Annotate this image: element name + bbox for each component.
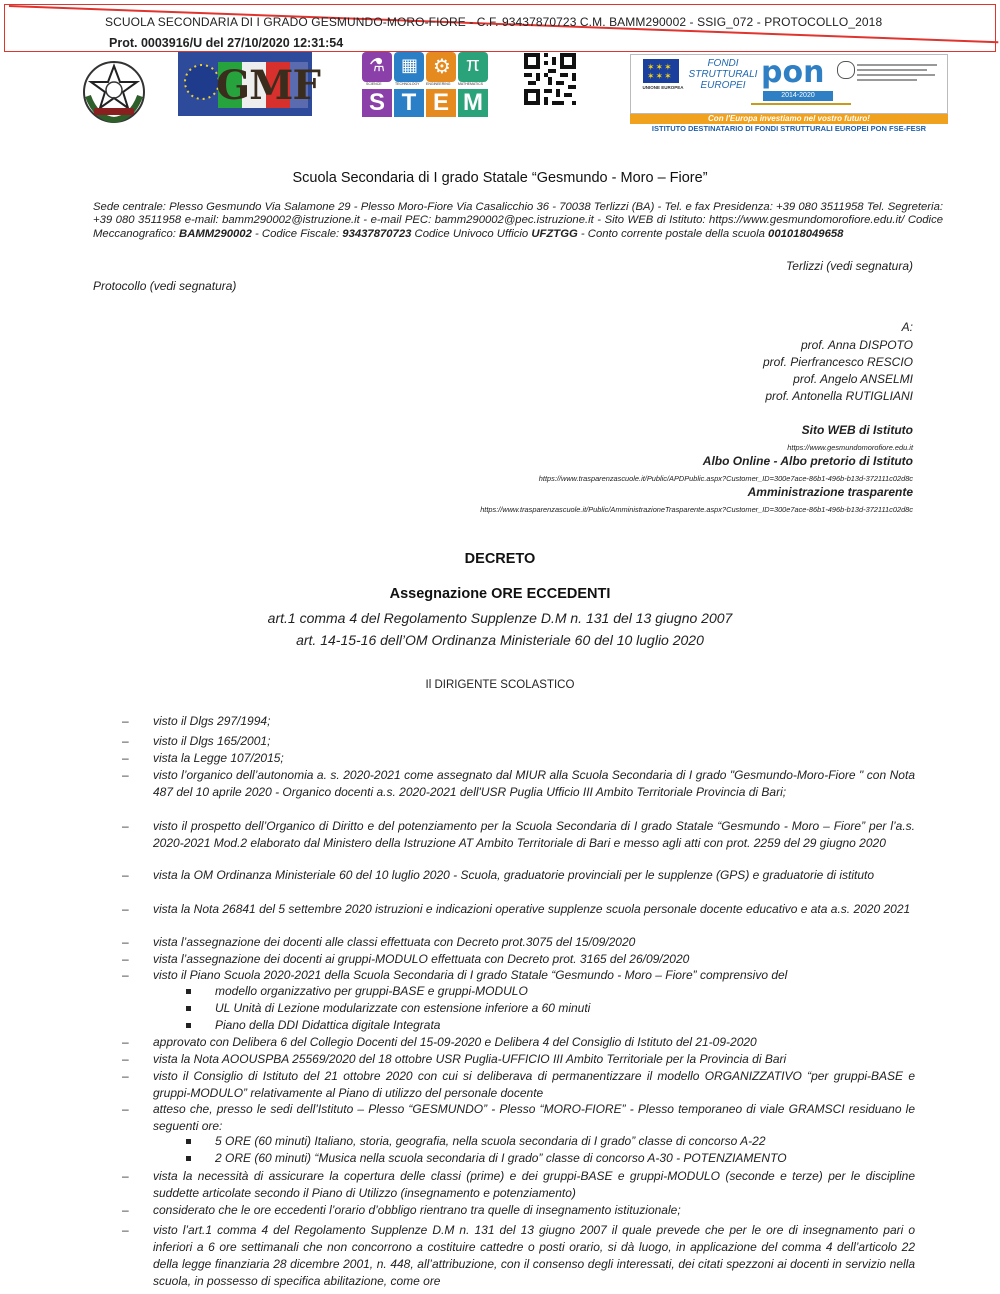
stamp-protocol-number: Prot. 0003916/U del 27/10/2020 12:31:54 [109, 36, 344, 50]
eu-caption: UNIONE EUROPEA [642, 85, 684, 90]
distribution-label-sito-web: Sito WEB di Istituto [801, 423, 913, 437]
bullet-marker [186, 1023, 191, 1028]
conto-corrente: 001018049658 [768, 227, 844, 240]
dash-marker: – [122, 935, 129, 949]
clause: visto l’art.1 comma 4 del Regolamento Supplenze D.M n. 131 del 13 giugno 2007 il quale prevede che per le ore di insegnamento pari o inferiori a 6 ore settimanali che non concorrono a costituire cattedre o posti orario, si dà luogo, in applicazione del comma 4 dell’articolo 22 della legge finanziaria 28 dicembre 2001, n. 448, all’attribuzione, con il consenso degli interessati, dei citati spezzoni ai docenti in servizio nella scuola, in possesso di specifica abilitazione, come ore [153, 1223, 915, 1288]
piano-item: Piano della DDI Didattica digitale Integrata [215, 1018, 441, 1032]
decree-title: DECRETO [464, 551, 536, 567]
school-contacts [93, 201, 943, 241]
bullet-marker [186, 1156, 191, 1161]
dash-marker: – [122, 952, 129, 966]
stem-sub-mathematics: MATHEMATICS [458, 82, 483, 86]
stem-letter-m: M [458, 89, 488, 117]
distribution-label-amministrazione: Amministrazione trasparente [747, 485, 913, 499]
clause: visto il Piano Scuola 2020-2021 della Scuola Secondaria di I grado Statale “Gesmundo - Moro – Fiore” comprensivo del [153, 968, 788, 982]
gmf-logo-text: GMF [216, 62, 320, 109]
dash-marker: – [122, 714, 129, 728]
codice-fiscale: 93437870723 [342, 227, 412, 240]
dash-marker: – [122, 1223, 129, 1237]
clause: visto il Dlgs 165/2001; [153, 734, 271, 748]
chip-icon: ▦ [394, 52, 424, 82]
bullet-marker [186, 989, 191, 994]
decree-subject: Assegnazione ORE ECCEDENTI [389, 586, 611, 602]
contacts-text-3: Codice Univoco Ufficio [411, 227, 532, 240]
dash-marker: – [122, 1052, 129, 1066]
logo-strip [0, 50, 1000, 135]
stem-sub-technology: TECHNOLOGY [395, 82, 420, 86]
stem-sub-science: SCIENCE [366, 82, 382, 86]
clause: atteso che, presso le sedi dell’Istituto – Plesso “GESMUNDO” - Plesso “MORO-FIORE” - Plesso temporaneo di viale GRAMSCI residuano le seguenti ore: [153, 1102, 915, 1133]
dash-marker: – [122, 1169, 129, 1183]
piano-item: modello organizzativo per gruppi-BASE e gruppi-MODULO [215, 984, 528, 998]
stem-sub-engineering: ENGINEERING [426, 82, 451, 86]
pon-slogan: Con l'Europa investiamo nel vostro futuro! [630, 114, 948, 124]
dash-marker: – [122, 751, 129, 765]
contacts-text-4: - Conto corrente postale della scuola [577, 227, 769, 240]
pon-fondi: FONDI [707, 58, 739, 69]
dash-marker: – [122, 1069, 129, 1083]
clause: vista la Legge 107/2015; [153, 751, 284, 765]
decree-reference-1: art.1 comma 4 del Regolamento Supplenze D.M n. 131 del 13 giugno 2007 [267, 610, 733, 626]
codice-meccanografico: BAMM290002 [179, 227, 252, 240]
eu-flag-icon: ✶✶✶ ✶✶✶ [643, 59, 679, 83]
recipient-name: prof. Pierfrancesco RESCIO [762, 355, 913, 369]
recipient-name: prof. Angelo ANSELMI [793, 372, 913, 386]
decree-reference-2: art. 14-15-16 dell’OM Ordinanza Ministeriale 60 del 10 luglio 2020 [296, 632, 704, 648]
clause: visto il Dlgs 297/1994; [153, 714, 271, 728]
clause: visto il prospetto dell’Organico di Diritto e del potenziamento per la Scuola Secondaria di I grado Statale “Gesmundo - Moro – Fiore” per l’a.s. 2020-2021 Mod.2 elaborato dal Ministero della Istruzione AT Ambito Territoriale di Bari e messo agli atti con prot. 2259 del 29 giugno 2020 [153, 819, 915, 850]
pon-logo-text [761, 55, 824, 90]
fondi-strutturali-text [687, 58, 759, 91]
stem-letter-s: S [362, 89, 392, 117]
dash-marker: – [122, 819, 129, 833]
clause: visto l’organico dell’autonomia a. s. 2020-2021 come assegnato dal MIUR alla Scuola Secondaria di I grado "Gesmundo-Moro-Fiore " con Nota 487 del 10 aprile 2020 - Organico docenti a.s. 2020-2021 dell'USR Puglia Ufficio III Ambito Territoriale Provincia di Bari; [153, 768, 915, 799]
pon-banner-top [630, 54, 948, 114]
pon-europei: EUROPEI [700, 80, 746, 91]
ministry-text-block [857, 61, 943, 91]
protocol-stamp [4, 4, 996, 52]
dash-marker: – [122, 1203, 129, 1217]
gmf-logo [178, 52, 320, 116]
dash-marker: – [122, 902, 129, 916]
clause: considerato che le ore eccedenti l’orario d’obbligo rientrano tra quelle di insegnamento istituzionale; [153, 1203, 681, 1217]
italian-republic-emblem-logo [80, 58, 148, 126]
distribution-url-albo[interactable]: https://www.trasparenzascuole.it/Public/APDPublic.aspx?Customer_ID=300e7ace-86b1-496b-b13d-372111c02d8c [538, 474, 913, 483]
school-title: Scuola Secondaria di I grado Statale “Gesmundo - Moro – Fiore” [292, 170, 708, 186]
clause: vista la Nota AOOUSPBA 25569/2020 del 18 ottobre USR Puglia-UFFICIO III Ambito Territoriale per la Provincia di Bari [153, 1052, 787, 1066]
codice-univoco: UFZTGG [531, 227, 578, 240]
contacts-text-1: Sede centrale: Plesso Gesmundo Via Salamone 29 - Plesso Moro-Fiore Via Casalicchio 36 - 70038 Terlizzi (BA) - Tel. e fax Presidenza: +39 080 3511958 Tel. Segreteria: +39 080 3511958 e-mail: bamm290002@istruzione.it - e-mail PEC: bamm290002@pec.istruzione.it - Sito WEB di Istituto: https://www.gesmundomorofiore.edu.it/ Codice Meccanografico: [93, 201, 943, 240]
ore-item: 5 ORE (60 minuti) Italiano, storia, geografia, nella scuola secondaria di I grado” classe di concorso A-22 [215, 1134, 766, 1148]
bullet-marker [186, 1006, 191, 1011]
place-line: Terlizzi (vedi segnatura) [786, 259, 913, 273]
contacts-text-2: - Codice Fiscale: [251, 227, 343, 240]
pon-name: pon [761, 55, 825, 90]
dash-marker: – [122, 968, 129, 982]
decree-authority: Il DIRIGENTE SCOLASTICO [425, 679, 575, 691]
piano-item: UL Unità di Lezione modularizzate con estensione inferiore a 60 minuti [215, 1001, 591, 1015]
clause: vista la Nota 26841 del 5 settembre 2020 istruzioni e indicazioni operative supplenze scuola personale docente educativo e ata a.s. 2020 2021 [153, 902, 911, 916]
recipient-name: prof. Antonella RUTIGLIANI [765, 389, 913, 403]
stem-letter-t: T [394, 89, 424, 117]
qr-code-icon [524, 53, 576, 105]
pon-years: 2014-2020 [763, 91, 833, 101]
distribution-url-amministrazione[interactable]: https://www.trasparenzascuole.it/Public/AmministrazioneTrasparente.aspx?Customer_ID=300e7ace-86b1-496b-b13d-372111c02d8c [480, 505, 913, 514]
protocol-line: Protocollo (vedi segnatura) [93, 279, 237, 293]
pon-fesr-banner [630, 54, 948, 134]
stem-subtitles [362, 82, 488, 88]
dash-marker: – [122, 868, 129, 882]
stamp-school-line: SCUOLA SECONDARIA DI I GRADO GESMUNDO-MORO-FIORE - C.F. 93437870723 C.M. BAMM290002 - SSIG_072 - PROTOCOLLO_2018 [105, 15, 883, 29]
clause: approvato con Delibera 6 del Collegio Docenti del 15-09-2020 e Delibera 4 del Consiglio di Istituto del 21-09-2020 [153, 1035, 757, 1049]
bullet-marker [186, 1139, 191, 1144]
clause: visto il Consiglio di Istituto del 21 ottobre 2020 con cui si deliberava di permanentizzare il modello ORGANIZZATIVO “per gruppi-BASE e gruppi-MODULO” relativamente al Piano di utilizzo del personale docente [153, 1069, 915, 1100]
clause: vista l’assegnazione dei docenti alle classi effettuata con Decreto prot.3075 del 15/09/2020 [153, 935, 636, 949]
dash-marker: – [122, 1102, 129, 1116]
pon-subline [751, 103, 851, 105]
clause: vista la necessità di assicurare la copertura delle classi (prime) e dei gruppi-BASE e gruppi-MODULO (seconde e terze) per le discipline suddette articolate secondo il Piano di Utilizzo (insegnamento e potenziamento) [153, 1169, 915, 1200]
stem-logo [362, 52, 490, 118]
pon-destination: ISTITUTO DESTINATARIO DI FONDI STRUTTURALI EUROPEI PON FSE-FESR [651, 124, 927, 133]
dash-marker: – [122, 734, 129, 748]
dash-marker: – [122, 768, 129, 782]
distribution-url-sito-web[interactable]: https://www.gesmundomorofiore.edu.it [787, 443, 913, 452]
flask-icon: ⚗ [362, 52, 392, 82]
distribution-label-albo: Albo Online - Albo pretorio di Istituto [702, 454, 913, 468]
dash-marker: – [122, 1035, 129, 1049]
pi-icon: π [458, 52, 488, 82]
stem-letter-e: E [426, 89, 456, 117]
clause: vista la OM Ordinanza Ministeriale 60 del 10 luglio 2020 - Scuola, graduatorie provinciali per le supplenze (GPS) e graduatorie di istituto [153, 868, 875, 882]
pon-strutturali: STRUTTURALI [688, 69, 758, 80]
recipient-name: prof. Anna DISPOTO [800, 338, 913, 352]
recipients-label: A: [901, 320, 913, 334]
clause: vista l’assegnazione dei docenti ai gruppi-MODULO effettuata con Decreto prot. 3165 del 26/09/2020 [153, 952, 690, 966]
ore-item: 2 ORE (60 minuti) “Musica nella scuola secondaria di I grado” classe di concorso A-30 - POTENZIAMENTO [215, 1151, 787, 1165]
italian-emblem-small-icon [837, 61, 855, 79]
gear-icon: ⚙ [426, 52, 456, 82]
